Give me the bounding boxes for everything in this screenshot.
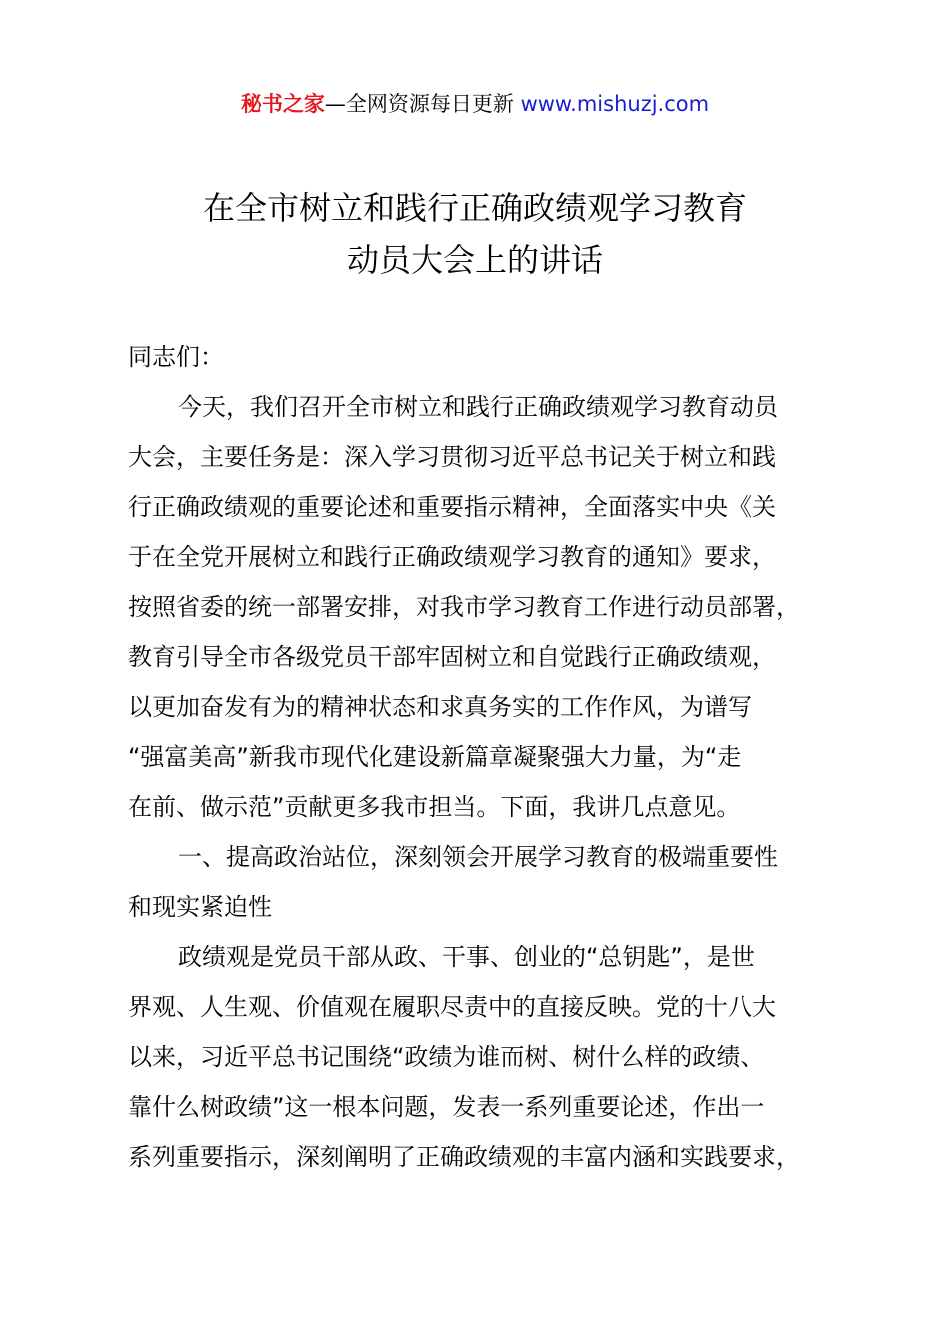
paragraph-line: 今天，我们召开全市树立和践行正确政绩观学习教育动员 xyxy=(178,393,778,421)
document-body xyxy=(128,332,848,1182)
title-line: 动员大会上的讲话 xyxy=(346,241,603,279)
site-url[interactable]: www.mishuzj.com xyxy=(520,92,710,116)
section-heading: 一、提高政治站位，深刻领会开展学习教育的极端重要性 xyxy=(178,843,778,871)
header-tagline: —全网资源每日更新 xyxy=(324,92,514,116)
brand-name: 秘书之家 xyxy=(240,92,325,116)
paragraph-line: 按照省委的统一部署安排，对我市学习教育工作进行动员部署， xyxy=(128,593,800,621)
paragraph-line: 以更加奋发有为的精神状态和求真务实的工作作风，为谱写 xyxy=(128,693,752,721)
paragraph-line: 行正确政绩观的重要论述和重要指示精神，全面落实中央《关 xyxy=(128,493,776,521)
title-line: 在全市树立和践行正确政绩观学习教育 xyxy=(202,189,747,227)
paragraph-line: “强富美高”新我市现代化建设新篇章凝聚强大力量，为“走 xyxy=(128,743,742,771)
paragraph-line: 以来，习近平总书记围绕“政绩为谁而树、树什么样的政绩、 xyxy=(128,1043,765,1071)
paragraph-line: 系列重要指示，深刻阐明了正确政绩观的丰富内涵和实践要求， xyxy=(128,1143,800,1171)
section-heading: 和现实紧迫性 xyxy=(128,893,272,921)
salutation: 同志们： xyxy=(128,343,224,371)
paragraph-line: 靠什么树政绩”这一根本问题，发表一系列重要论述，作出一 xyxy=(128,1093,765,1121)
paragraph-line: 于在全党开展树立和践行正确政绩观学习教育的通知》要求， xyxy=(128,543,776,571)
paragraph-line: 教育引导全市各级党员干部牢固树立和自觉践行正确政绩观， xyxy=(128,643,776,671)
paragraph-line: 在前、做示范”贡献更多我市担当。下面，我讲几点意见。 xyxy=(128,793,741,821)
paragraph-line: 政绩观是党员干部从政、干事、创业的“总钥匙”，是世 xyxy=(178,943,755,971)
document-title xyxy=(0,182,950,286)
paragraph-line: 界观、人生观、价值观在履职尽责中的直接反映。党的十八大 xyxy=(128,993,776,1021)
site-header xyxy=(0,88,950,120)
paragraph-line: 大会，主要任务是：深入学习贯彻习近平总书记关于树立和践 xyxy=(128,443,776,471)
